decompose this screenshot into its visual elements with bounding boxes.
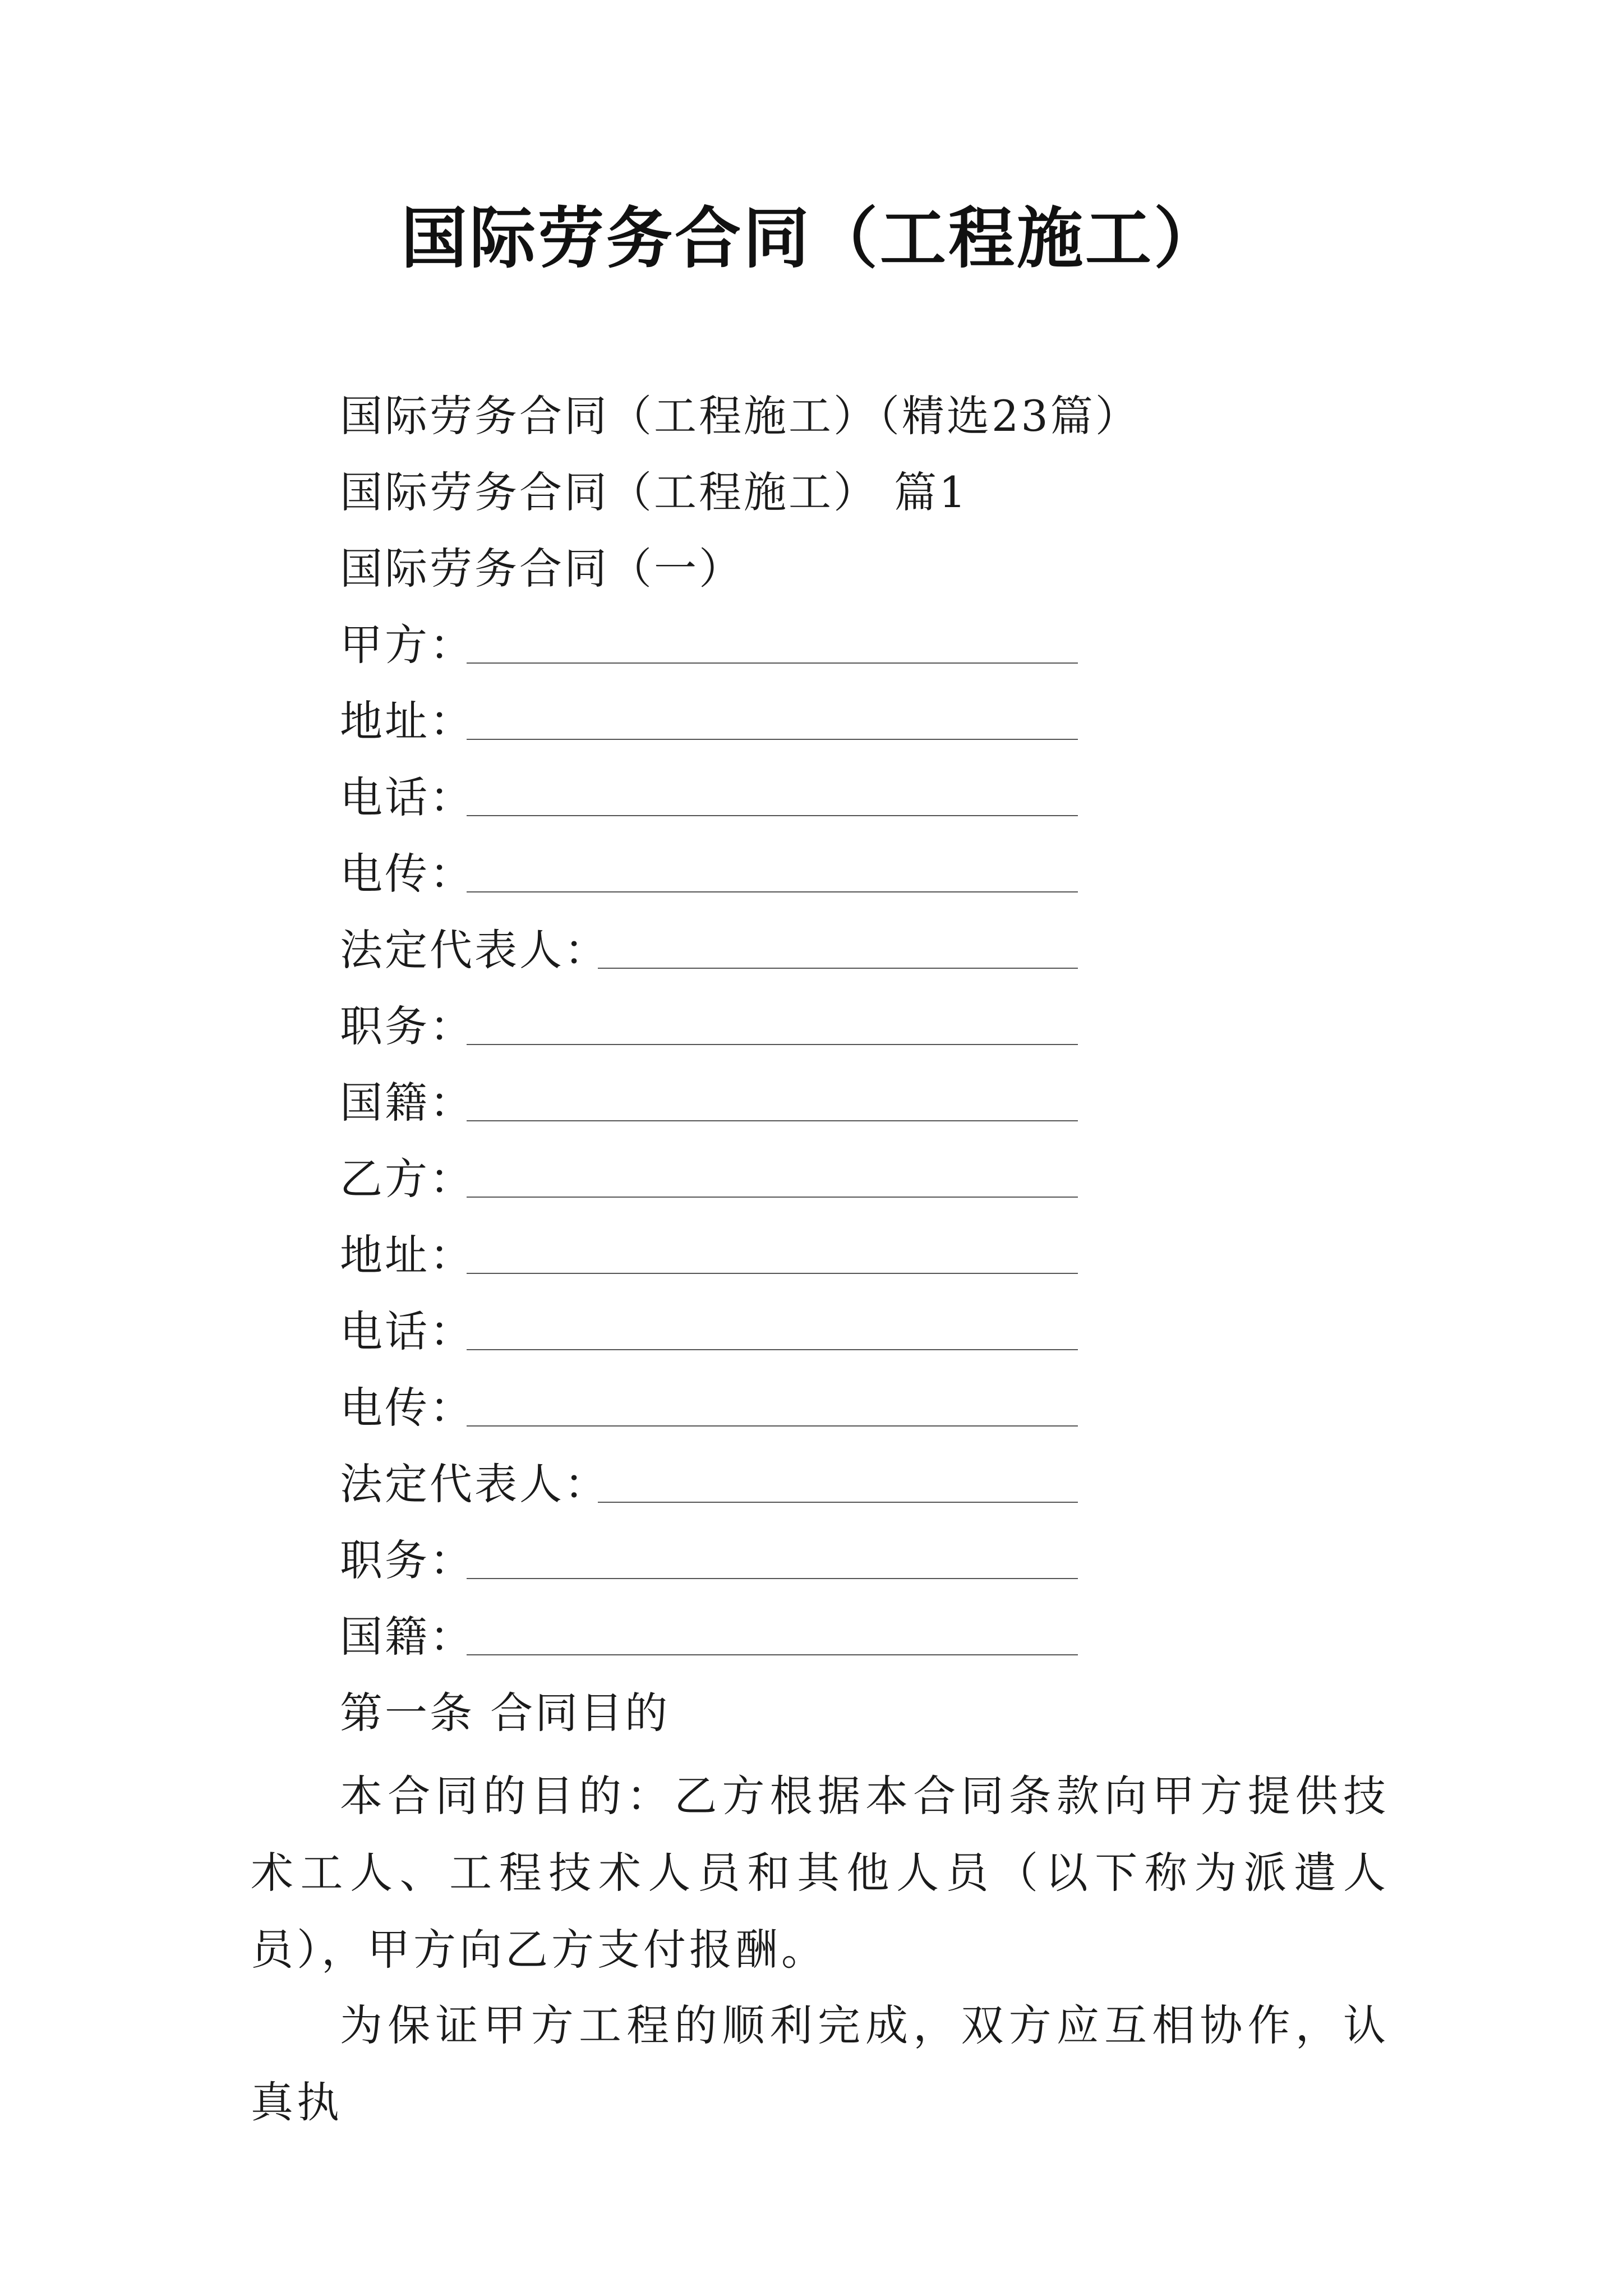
party-a-nationality-field	[340, 1072, 474, 1134]
party-b-position-label: 职务：	[340, 1535, 474, 1585]
article-1-heading: 第一条 合同目的	[340, 1688, 670, 1738]
party-b-phone-label: 电话：	[340, 1306, 474, 1356]
party-a-name-blank[interactable]	[467, 662, 1078, 664]
party-a-nationality-blank[interactable]	[467, 1120, 1078, 1121]
party-b-legal-rep-blank[interactable]	[598, 1502, 1078, 1503]
party-b-nationality-field	[340, 1606, 474, 1668]
contract-heading: 国际劳务合同（一）	[340, 544, 744, 593]
party-b-phone-field	[340, 1301, 474, 1363]
party-a-legal-rep-blank[interactable]	[598, 968, 1078, 969]
party-b-name-label: 乙方：	[340, 1154, 474, 1204]
party-a-position-blank[interactable]	[467, 1044, 1078, 1045]
party-a-name-label: 甲方：	[340, 620, 474, 670]
party-a-legal-rep-label: 法定代表人：	[340, 925, 609, 975]
party-b-name-blank[interactable]	[467, 1197, 1078, 1198]
article-1-paragraph-2: 为保证甲方工程的顺利完成，双方应互相协作，认真执	[251, 2000, 1389, 2127]
party-a-address-field	[340, 691, 474, 752]
party-b-fax-label: 电传：	[340, 1383, 474, 1433]
document-subtitle: 国际劳务合同（工程施工）（精选23篇）	[340, 391, 1140, 441]
party-a-address-blank[interactable]	[467, 739, 1078, 740]
party-a-position-field	[340, 996, 474, 1057]
article-1-paragraph-1: 本合同的目的：乙方根据本合同条款向甲方提供技术工人、工程技术人员和其他人员（以下称为派遣人员），甲方向乙方支付报酬。	[251, 1771, 1389, 1975]
party-a-phone-blank[interactable]	[467, 815, 1078, 816]
party-a-address-label: 地址：	[340, 696, 474, 746]
party-a-fax-field	[340, 843, 474, 905]
party-b-nationality-blank[interactable]	[467, 1654, 1078, 1655]
party-a-phone-field	[340, 767, 474, 829]
party-a-fax-blank[interactable]	[467, 891, 1078, 892]
party-b-name-field	[340, 1148, 474, 1210]
party-b-fax-blank[interactable]	[467, 1425, 1078, 1427]
party-a-phone-label: 电话：	[340, 772, 474, 822]
party-b-position-field	[340, 1530, 474, 1591]
party-b-legal-rep-label: 法定代表人：	[340, 1459, 609, 1509]
party-a-name-field	[340, 614, 474, 676]
party-b-legal-rep-field	[340, 1453, 609, 1515]
party-b-phone-blank[interactable]	[467, 1349, 1078, 1350]
party-b-address-label: 地址：	[340, 1230, 474, 1280]
party-a-position-label: 职务：	[340, 1001, 474, 1051]
party-b-nationality-label: 国籍：	[340, 1612, 474, 1662]
party-b-address-blank[interactable]	[467, 1273, 1078, 1274]
party-a-nationality-label: 国籍：	[340, 1078, 474, 1128]
party-a-fax-label: 电传：	[340, 849, 474, 899]
party-b-fax-field	[340, 1377, 474, 1439]
section-heading: 国际劳务合同（工程施工） 篇1	[340, 467, 969, 517]
party-b-address-field	[340, 1225, 474, 1286]
party-b-position-blank[interactable]	[467, 1578, 1078, 1579]
party-a-legal-rep-field	[340, 919, 609, 981]
document-title: 国际劳务合同（工程施工）	[400, 199, 1222, 277]
